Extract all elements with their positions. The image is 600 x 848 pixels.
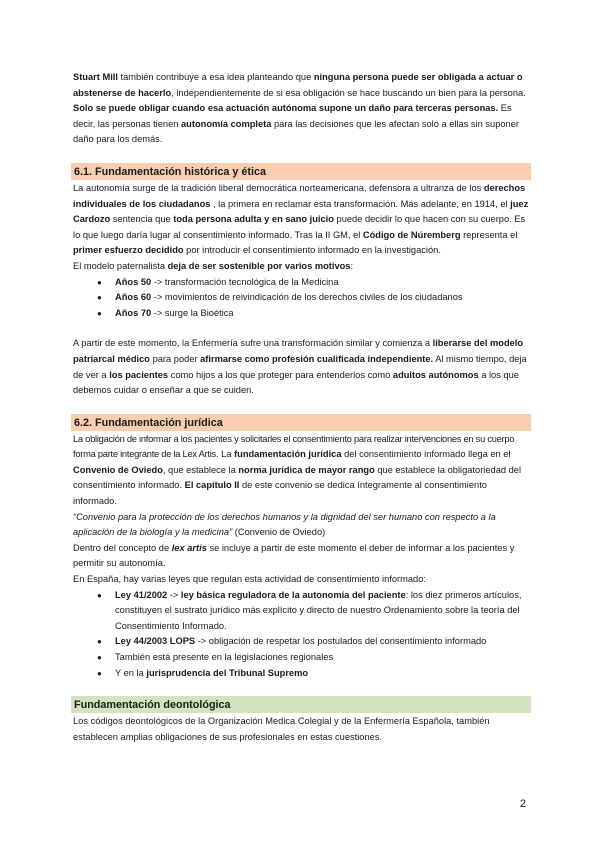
hist-p1-s4: juez Cardozo bbox=[73, 198, 529, 225]
juridica-paragraph-3: En España, hay varias leyes que regulan esta actividad de consentimiento informado: bbox=[73, 574, 426, 585]
bullet-bold: Años 60 bbox=[115, 292, 152, 303]
deontologica-paragraph-1: Los códigos deontológicos de la Organización Medica Colegial y de la Enfermería Española, también establecen amplias obligaciones de sus profesionales en estas cuestiones. bbox=[73, 716, 490, 742]
bullet-bold: Años 50 bbox=[115, 276, 152, 287]
bullet-text: -> transformación tecnológica de la Medicina bbox=[151, 276, 339, 287]
bullet-mid: Y en la bbox=[115, 667, 147, 678]
hist-p3-s1: A partir de este momento, la Enfermería sufre una transformación similar y comienza a bbox=[73, 338, 433, 349]
section-heading-deontologica: Fundamentación deontológica bbox=[71, 696, 531, 713]
intro-bold-1: Stuart Mill bbox=[73, 72, 118, 82]
bullet-text: -> surge la Bioética bbox=[151, 307, 234, 318]
bullet-text: : los diez primeros artículos, constituyen el sustrato jurídico más explícito y directo de nuestro Ordenamiento sobre la teoría del Consentimiento Informado. bbox=[115, 589, 522, 631]
jur-p1-s1: La obligación de informar a los pacientes y solicitarles el consentimiento para realizar intervenciones en su cuerpo forma parte integrante de la Lex Artis bbox=[73, 433, 515, 460]
section-heading-historica: 6.1. Fundamentación histórica y ética bbox=[71, 163, 531, 180]
page-number: 2 bbox=[519, 798, 526, 810]
hist-p3-s7: como hijos a los que proteger para entenderlos como bbox=[168, 369, 393, 380]
jur-p1-s7: norma jurídica de mayor rango bbox=[238, 464, 375, 475]
juridica-paragraph-1 bbox=[73, 432, 531, 510]
bullet-bold-2: ley básica reguladora de la autonomía del paciente bbox=[180, 589, 406, 600]
jur-p1-s3: fundamentación jurídica bbox=[234, 449, 342, 460]
hist-p1-s6: toda persona adulta y en sano juicio bbox=[173, 214, 334, 225]
document-body bbox=[73, 70, 531, 745]
list-item bbox=[115, 588, 531, 635]
intro-bold-7: autonomía completa bbox=[181, 118, 272, 129]
hist-p3-s2: liberarse del modelo patriarcal médico bbox=[73, 338, 524, 364]
intro-text-2: también contribuye a esa idea planteando que bbox=[117, 72, 314, 82]
jur-p2-s1: Dentro del concepto de bbox=[73, 542, 172, 553]
bullet-bold: Ley 44/2003 LOPS bbox=[115, 636, 196, 647]
historica-bullet-list bbox=[73, 275, 531, 322]
jur-p1-s2: . La bbox=[215, 449, 235, 460]
juridica-bullet-list bbox=[73, 588, 531, 682]
hist-p3-s8: adultos autónomos bbox=[392, 369, 479, 380]
hist-p1-s9: representa el bbox=[460, 229, 518, 240]
bullet-bold: Años 70 bbox=[115, 307, 152, 318]
jur-p1-s6: , que establece la bbox=[162, 464, 239, 475]
historica-paragraph-2 bbox=[73, 259, 531, 275]
historica-paragraph-1 bbox=[73, 181, 531, 259]
quote-title: “Convenio para la protección de los derechos humanos y la dignidad del ser humano con respecto a la aplicación de la biología y la medicina” bbox=[73, 511, 496, 538]
hist-p3-s3: para poder bbox=[150, 353, 201, 364]
bullet-mid: -> obligación de respetar los postulados del consentimiento informado bbox=[195, 636, 487, 647]
quote-source: (Convenio de Oviedo) bbox=[232, 527, 326, 538]
hist-p3-s9: a los que debemos cuidar o enseñar a que se cuiden. bbox=[73, 369, 519, 396]
intro-paragraph bbox=[73, 70, 531, 148]
intro-text-8: para las decisiones que les afectan solo a ellas sin suponer daño para los demás. bbox=[73, 118, 519, 145]
hist-p2-s2: deja de ser sostenible por varios motivos bbox=[167, 260, 351, 271]
list-item bbox=[115, 306, 531, 322]
list-item bbox=[115, 275, 531, 291]
hist-p1-s3: , la primera en reclamar esta transformación. Más adelante, en 1914, el bbox=[210, 198, 511, 209]
list-item bbox=[115, 650, 531, 666]
intro-bold-5: Solo se puede obligar cuando esa actuación autónoma supone un daño para terceras personas. bbox=[73, 103, 499, 114]
hist-p1-s7: puede decidir lo que hacen con su cuerpo. Es lo que luego daría lugar al consentimiento informado. Tras la II GM, el bbox=[73, 214, 526, 240]
jur-p2-s3: se incluye a partir de este momento el deber de informar a los pacientes y permitir su autonomía. bbox=[73, 542, 515, 569]
hist-p1-s10: primer esfuerzo decidido bbox=[73, 245, 184, 256]
list-item bbox=[115, 634, 531, 650]
juridica-quote bbox=[73, 510, 531, 541]
hist-p3-s6: los pacientes bbox=[109, 369, 169, 380]
hist-p1-s2: derechos individuales de los ciudadanos bbox=[73, 182, 526, 209]
hist-p1-s1: La autonomía surge de la tradición liberal democrática norteamericana, defensora a ultranza de los bbox=[73, 182, 484, 193]
list-item bbox=[115, 666, 531, 682]
jur-p1-s9: El capítulo II bbox=[184, 480, 240, 491]
section-heading-juridica: 6.2. Fundamentación jurídica bbox=[71, 414, 531, 431]
hist-p3-s4: afirmarse como profesión cualificada independiente. bbox=[200, 353, 434, 364]
bullet-text: -> movimientos de reivindicación de los derechos civiles de los ciudadanos bbox=[151, 292, 463, 303]
list-item bbox=[115, 290, 531, 306]
intro-text-6: Es decir, las personas tienen bbox=[73, 103, 512, 129]
jur-p1-s10: de este convenio se dedica íntegramente al consentimiento informado. bbox=[73, 480, 487, 507]
hist-p1-s5: sentencia que bbox=[110, 214, 174, 225]
hist-p2-s3: : bbox=[350, 260, 354, 271]
hist-p3-s5: Al mismo tiempo, deja de ver a bbox=[73, 353, 527, 380]
bullet-mid: -> bbox=[167, 589, 181, 600]
jur-p1-s8: que establece la obligatoriedad del consentimiento informado. bbox=[73, 464, 522, 491]
juridica-paragraph-2 bbox=[73, 541, 531, 572]
intro-bold-3: ninguna persona puede ser obligada a actuar o abstenerse de hacerlo bbox=[73, 72, 523, 98]
hist-p1-s8: Código de Núremberg bbox=[362, 229, 461, 240]
bullet-bold-2: jurisprudencia del Tribunal Supremo bbox=[146, 667, 309, 678]
hist-p1-s11: por introducir el consentimiento informado en la investigación. bbox=[183, 245, 441, 256]
hist-p2-s1: El modelo paternalista bbox=[73, 260, 168, 271]
bullet-mid: También está presente en la legislaciones regionales bbox=[115, 652, 334, 662]
jur-p1-s5: Convenio de Oviedo bbox=[73, 464, 163, 475]
jur-p1-s4: del consentimiento informado llega en el bbox=[341, 449, 511, 460]
historica-paragraph-3 bbox=[73, 336, 531, 398]
bullet-bold: Ley 41/2002 bbox=[115, 589, 168, 600]
jur-p2-s2: lex artis bbox=[171, 542, 207, 553]
intro-text-4: , independientemente de si esa obligación se hace buscando un bien para la persona. bbox=[171, 87, 526, 98]
